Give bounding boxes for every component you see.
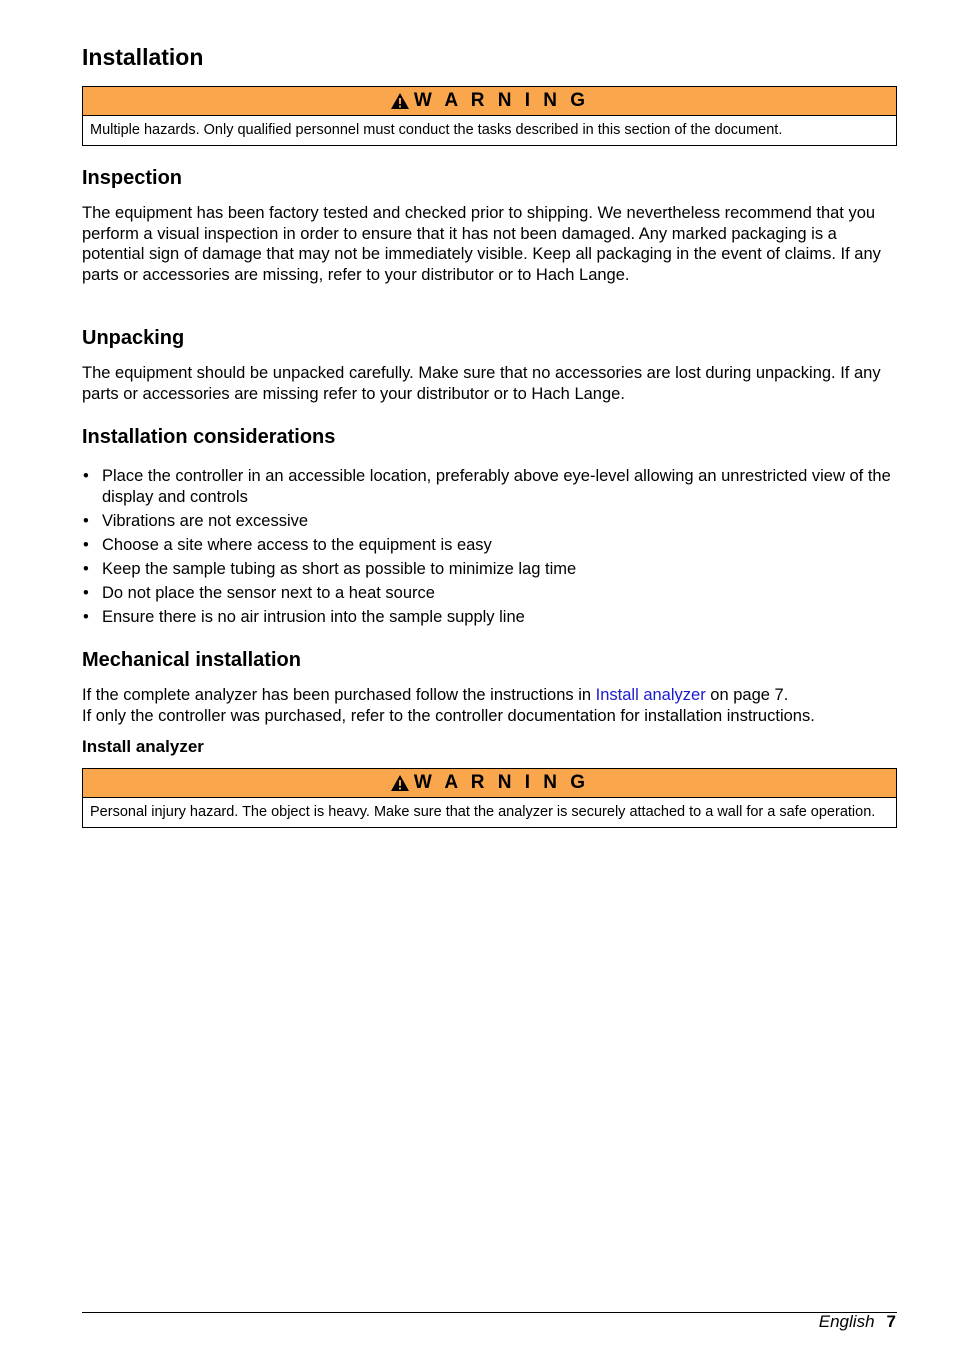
subsection-heading-install-analyzer: Install analyzer	[82, 737, 204, 756]
section-heading-mechanical: Mechanical installation	[82, 649, 301, 671]
warning-label: W A R N I N G	[413, 90, 590, 111]
list-item: • Keep the sample tubing as short as possible to minimize lag time	[83, 559, 577, 578]
list-item: • Do not place the sensor next to a heat source	[83, 583, 435, 602]
warning-header	[83, 769, 896, 798]
warning-triangle-icon	[390, 774, 410, 792]
considerations-list	[82, 466, 897, 631]
warning-label: W A R N I N G	[413, 772, 590, 793]
warning-text: Personal injury hazard. The object is heavy. Make sure that the analyzer is securely attached to a wall for a safe operation.	[90, 804, 876, 820]
page-number: 7	[886, 1312, 896, 1331]
warning-box	[82, 768, 897, 828]
footer-language: English	[818, 1312, 875, 1331]
warning-box	[82, 86, 897, 146]
warning-triangle-icon	[390, 92, 410, 110]
footer-divider	[82, 1312, 897, 1313]
section-heading-inspection: Inspection	[82, 167, 183, 189]
warning-header	[83, 87, 896, 116]
mechanical-paragraph: If the complete analyzer has been purchased follow the instructions in Install analyzer on page 7. If only the controller was purchased, refer to the controller documentation for installation instructions.	[82, 686, 815, 725]
list-item: • Ensure there is no air intrusion into the sample supply line	[83, 607, 525, 626]
section-heading-unpacking: Unpacking	[82, 327, 185, 349]
page-footer	[819, 1312, 896, 1332]
install-analyzer-link[interactable]: Install analyzer	[595, 686, 706, 704]
list-item: • Place the controller in an accessible location, preferably above eye-level allowing an unrestricted view of the display and controls	[83, 467, 891, 506]
list-item: • Choose a site where access to the equipment is easy	[83, 535, 492, 554]
page-title: Installation	[82, 44, 204, 70]
list-item: • Vibrations are not excessive	[83, 511, 309, 530]
unpacking-paragraph: The equipment should be unpacked carefully. Make sure that no accessories are lost during unpacking. If any parts or accessories are missing refer to your distributor or to Hach Lange.	[82, 364, 881, 403]
warning-text: Multiple hazards. Only qualified personnel must conduct the tasks described in this section of the document.	[90, 122, 783, 138]
section-heading-considerations: Installation considerations	[82, 426, 336, 448]
inspection-paragraph: The equipment has been factory tested and checked prior to shipping. We nevertheless recommend that you perform a visual inspection in order to ensure that it has not been damaged. Any marked packaging is a potential sign of damage that may not be immediately visible. Keep all packaging in the event of claims. If any parts or accessories are missing, refer to your distributor or to Hach Lange.	[82, 204, 881, 284]
